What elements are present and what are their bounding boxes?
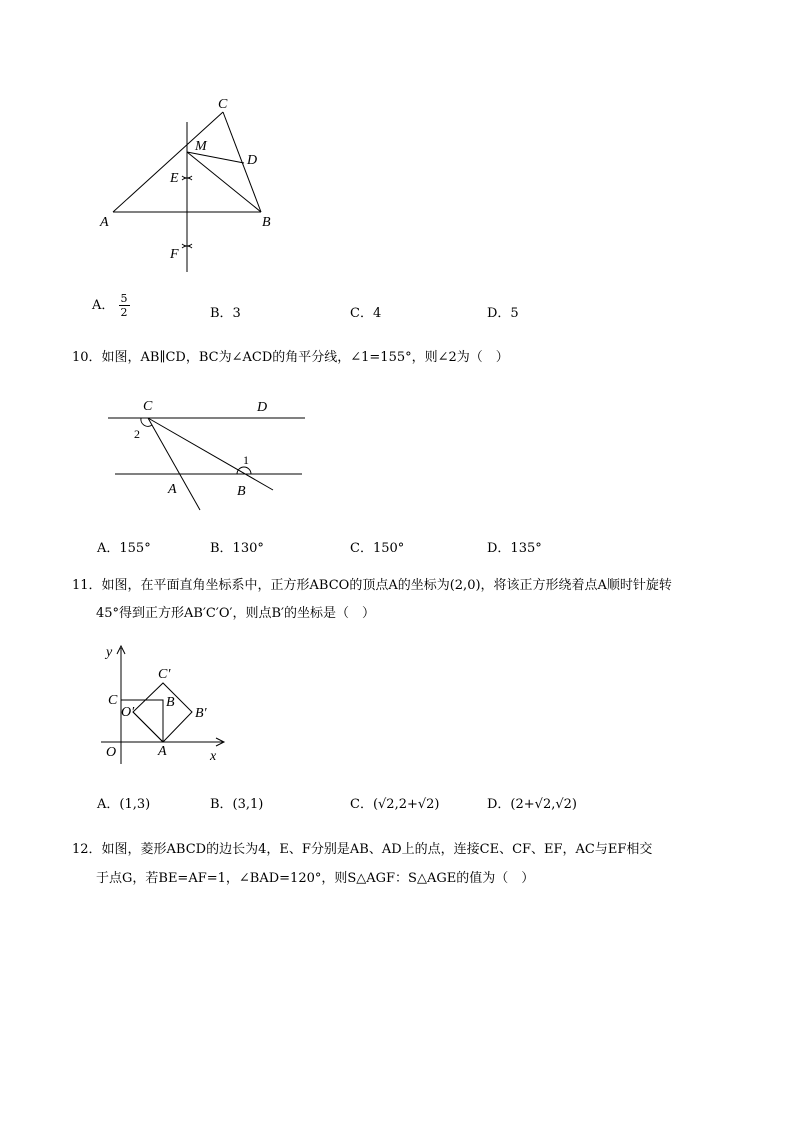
label-angle-2: 2: [134, 427, 140, 441]
segment-A-Op: [133, 712, 163, 742]
label-O-prime: O′: [121, 705, 135, 720]
q9-option-a-fraction: [119, 292, 130, 319]
q11-stem-line-1: 11．如图，在平面直角坐标系中，正方形ABCO的顶点A的坐标为(2,0)，将该正方形绕着点A顺时针旋转: [72, 578, 672, 593]
label-C-prime: C′: [158, 667, 171, 682]
label-A: A: [168, 482, 177, 497]
label-B-prime: B′: [195, 706, 207, 721]
q9-option-b[interactable]: B．3: [210, 306, 241, 321]
q10-option-b[interactable]: B．130°: [210, 541, 264, 556]
q11-option-d[interactable]: D．(2+√2,√2): [487, 797, 577, 812]
q9-option-a[interactable]: [92, 292, 130, 319]
q11-figure: [96, 642, 236, 767]
q11-option-a[interactable]: A．(1,3): [97, 797, 151, 812]
q12-stem-line-2: 于点G，若BE=AF=1，∠BAD=120°，则S△AGF：S△AGE的值为（ ）: [96, 871, 535, 886]
label-B: B: [166, 695, 175, 710]
q12-stem-line-1: 12．如图，菱形ABCD的边长为4，E、F分别是AB、AD上的点，连接CE、CF、EF，AC与EF相交: [72, 842, 653, 857]
label-D: D: [247, 153, 258, 168]
fraction-numerator: 5: [120, 292, 128, 305]
label-x: x: [210, 749, 217, 764]
q9-figure: [90, 90, 290, 280]
segment-AC: [113, 112, 223, 212]
ray-CB: [148, 418, 273, 490]
label-y: y: [106, 645, 113, 660]
label-B: B: [237, 484, 246, 499]
label-C: C: [108, 693, 118, 708]
q11-option-c[interactable]: C．(√2,2+√2): [350, 797, 440, 812]
q9-option-a-prefix: A．: [92, 298, 115, 313]
label-F: F: [170, 247, 179, 262]
q10-option-c[interactable]: C．150°: [350, 541, 405, 556]
q11-option-b[interactable]: B．(3,1): [210, 797, 264, 812]
q11-stem-line-2: 45°得到正方形AB′C′O′，则点B′的坐标是（ ）: [96, 606, 375, 621]
label-O: O: [106, 745, 117, 760]
label-C: C: [218, 97, 228, 112]
q9-option-d[interactable]: D．5: [487, 306, 519, 321]
label-C: C: [143, 399, 153, 414]
label-A: A: [100, 215, 109, 230]
label-D: D: [257, 400, 268, 415]
q10-figure: [100, 392, 320, 517]
q9-option-c[interactable]: C．4: [350, 306, 382, 321]
fraction-denominator: 2: [120, 306, 128, 319]
label-M: M: [195, 139, 207, 154]
label-E: E: [170, 171, 179, 186]
label-B: B: [262, 215, 271, 230]
q10-option-d[interactable]: D．135°: [487, 541, 542, 556]
q10-option-a[interactable]: A．155°: [97, 541, 151, 556]
label-angle-1: 1: [243, 453, 249, 467]
label-A: A: [158, 744, 167, 759]
q10-stem: 10．如图，AB∥CD，BC为∠ACD的角平分线，∠1=155°，则∠2为（ ）: [72, 350, 509, 365]
